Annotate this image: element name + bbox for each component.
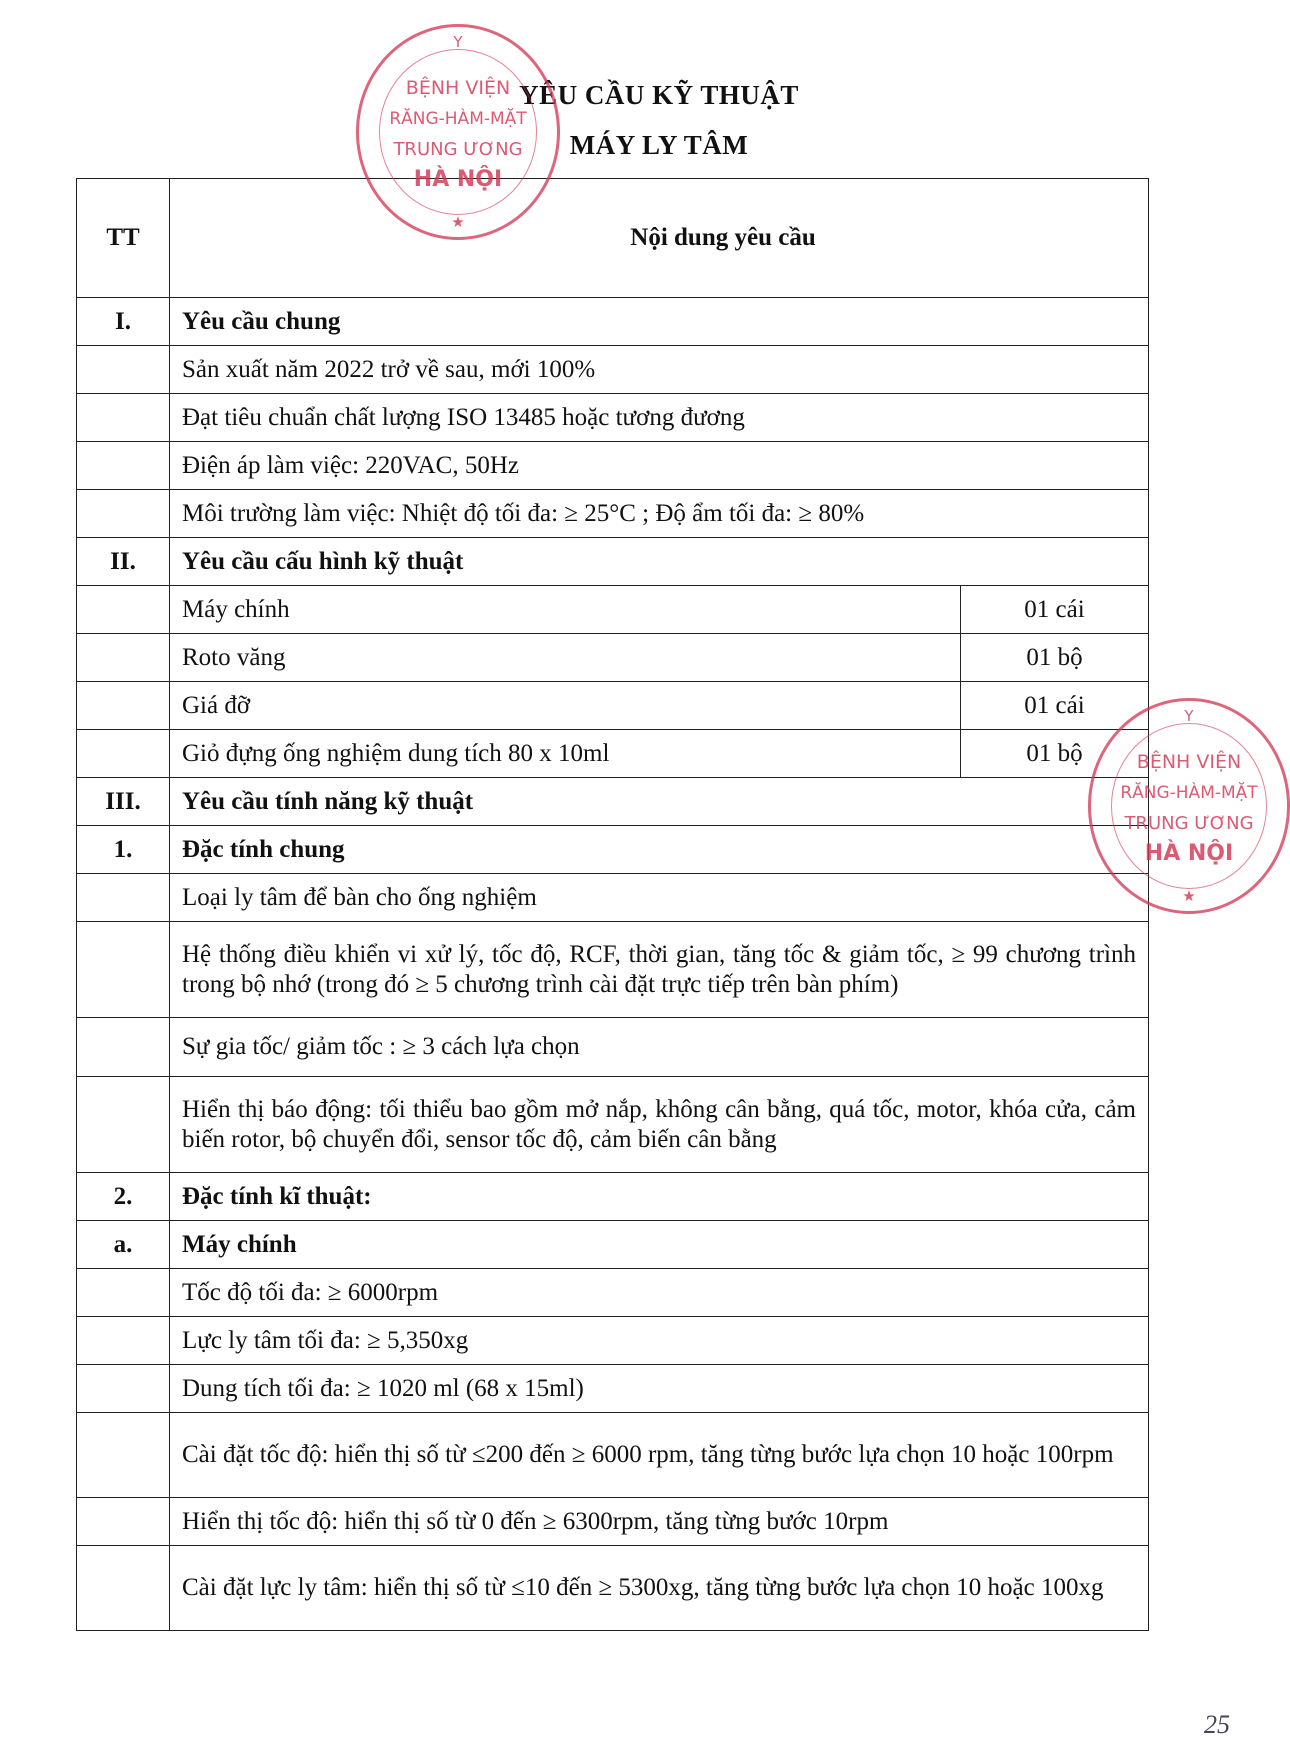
row-number xyxy=(77,1269,170,1317)
row-number xyxy=(77,394,170,442)
row-number: II. xyxy=(77,538,170,586)
table-row xyxy=(77,1018,1149,1077)
row-number xyxy=(77,1413,170,1498)
table-row xyxy=(77,442,1149,490)
page-number: 25 xyxy=(1204,1710,1230,1739)
section-heading: Yêu cầu chung xyxy=(170,298,1149,346)
row-content: Tốc độ tối đa: ≥ 6000rpm xyxy=(170,1269,1149,1317)
row-quantity: 01 cái xyxy=(961,586,1149,634)
row-number xyxy=(77,1317,170,1365)
section-heading: Yêu cầu cấu hình kỹ thuật xyxy=(170,538,1149,586)
stamp-star-icon: ★ xyxy=(451,213,465,231)
document-subtitle: MÁY LY TÂM xyxy=(569,130,749,160)
table-row xyxy=(77,298,1149,346)
table-row xyxy=(77,1269,1149,1317)
row-number xyxy=(77,1365,170,1413)
row-content: Hiển thị báo động: tối thiểu bao gồm mở nắp, không cân bằng, quá tốc, motor, khóa cửa, cảm biến rotor, bộ chuyển đổi, sensor tốc độ, cảm biến cân bằng xyxy=(170,1077,1149,1173)
stamp-line1: BỆNH VIỆN xyxy=(405,77,511,99)
row-content: Sự gia tốc/ giảm tốc : ≥ 3 cách lựa chọn xyxy=(170,1018,1149,1077)
stamp-line4: HÀ NỘI xyxy=(413,167,503,192)
table-row xyxy=(77,634,1149,682)
row-number xyxy=(77,730,170,778)
row-content: Giỏ đựng ống nghiệm dung tích 80 x 10ml xyxy=(170,730,961,778)
header-content: Nội dung yêu cầu xyxy=(170,179,1149,298)
table-row xyxy=(77,1498,1149,1546)
table-row xyxy=(77,730,1149,778)
row-number: I. xyxy=(77,298,170,346)
header-tt: TT xyxy=(77,179,170,298)
table-row xyxy=(77,1413,1149,1498)
row-number: III. xyxy=(77,778,170,826)
section-heading: Đặc tính kĩ thuật: xyxy=(170,1173,1149,1221)
row-number xyxy=(77,586,170,634)
table-row xyxy=(77,1546,1149,1631)
stamp-top-letter: Y xyxy=(453,33,463,51)
section-heading: Đặc tính chung xyxy=(170,826,1149,874)
stamp-star-icon: ★ xyxy=(1182,887,1196,905)
table-row xyxy=(77,922,1149,1018)
stamp-line2: RĂNG-HÀM-MẶT xyxy=(389,109,527,129)
row-content: Lực ly tâm tối đa: ≥ 5,350xg xyxy=(170,1317,1149,1365)
section-heading: Máy chính xyxy=(170,1221,1149,1269)
requirements-table xyxy=(76,178,1149,1631)
row-quantity: 01 cái xyxy=(961,682,1149,730)
row-number xyxy=(77,1498,170,1546)
table-row xyxy=(77,682,1149,730)
row-content: Cài đặt lực ly tâm: hiển thị số từ ≤10 đến ≥ 5300xg, tăng từng bước lựa chọn 10 hoặc 100xg xyxy=(170,1546,1149,1631)
row-content: Sản xuất năm 2022 trở về sau, mới 100% xyxy=(170,346,1149,394)
row-number xyxy=(77,490,170,538)
row-content: Loại ly tâm để bàn cho ống nghiệm xyxy=(170,874,1149,922)
document-title: YÊU CẦU KỸ THUẬT xyxy=(519,80,799,110)
stamp-line2: RĂNG-HÀM-MẶT xyxy=(1120,783,1258,803)
stamp-top-letter: Y xyxy=(1184,707,1194,725)
row-quantity: 01 bộ xyxy=(961,730,1149,778)
row-content: Điện áp làm việc: 220VAC, 50Hz xyxy=(170,442,1149,490)
table-row xyxy=(77,826,1149,874)
row-content: Môi trường làm việc: Nhiệt độ tối đa: ≥ 25°C ; Độ ẩm tối đa: ≥ 80% xyxy=(170,490,1149,538)
stamp-line3: TRUNG ƯƠNG xyxy=(1124,813,1254,834)
row-content: Dung tích tối đa: ≥ 1020 ml (68 x 15ml) xyxy=(170,1365,1149,1413)
stamp-line3: TRUNG ƯƠNG xyxy=(393,139,523,160)
row-number xyxy=(77,682,170,730)
row-content: Đạt tiêu chuẩn chất lượng ISO 13485 hoặc tương đương xyxy=(170,394,1149,442)
table-row xyxy=(77,586,1149,634)
row-quantity: 01 bộ xyxy=(961,634,1149,682)
table-row xyxy=(77,1317,1149,1365)
row-number xyxy=(77,874,170,922)
row-content: Cài đặt tốc độ: hiển thị số từ ≤200 đến ≥ 6000 rpm, tăng từng bước lựa chọn 10 hoặc 100rpm xyxy=(170,1413,1149,1498)
row-number xyxy=(77,922,170,1018)
table-row xyxy=(77,1077,1149,1173)
table-row xyxy=(77,778,1149,826)
stamp-line1: BỆNH VIỆN xyxy=(1136,751,1242,773)
table-row xyxy=(77,538,1149,586)
row-number xyxy=(77,634,170,682)
table-row xyxy=(77,346,1149,394)
row-number xyxy=(77,442,170,490)
table-row xyxy=(77,490,1149,538)
section-heading: Yêu cầu tính năng kỹ thuật xyxy=(170,778,1149,826)
row-number: a. xyxy=(77,1221,170,1269)
row-content: Giá đỡ xyxy=(170,682,961,730)
stamp-line4: HÀ NỘI xyxy=(1144,841,1234,866)
row-content: Máy chính xyxy=(170,586,961,634)
table-row xyxy=(77,1365,1149,1413)
table-row xyxy=(77,874,1149,922)
row-content: Hệ thống điều khiển vi xử lý, tốc độ, RCF, thời gian, tăng tốc & giảm tốc, ≥ 99 chương trình trong bộ nhớ (trong đó ≥ 5 chương trình cài đặt trực tiếp trên bàn phím) xyxy=(170,922,1149,1018)
row-number: 2. xyxy=(77,1173,170,1221)
row-number xyxy=(77,1018,170,1077)
row-content: Hiển thị tốc độ: hiển thị số từ 0 đến ≥ 6300rpm, tăng từng bước 10rpm xyxy=(170,1498,1149,1546)
table-header-row xyxy=(77,179,1149,298)
row-number xyxy=(77,1546,170,1631)
table-row xyxy=(77,1221,1149,1269)
row-number xyxy=(77,346,170,394)
row-content: Roto văng xyxy=(170,634,961,682)
row-number: 1. xyxy=(77,826,170,874)
table-row xyxy=(77,1173,1149,1221)
table-row xyxy=(77,394,1149,442)
row-number xyxy=(77,1077,170,1173)
